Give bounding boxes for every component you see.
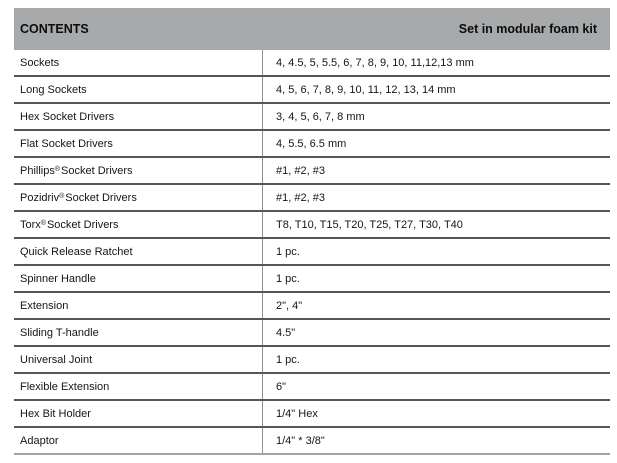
item-spec-cell: 3, 4, 5, 6, 7, 8 mm <box>262 104 610 129</box>
item-name-cell <box>14 239 262 264</box>
table-row <box>14 320 610 347</box>
item-name-suffix: Socket Drivers <box>65 191 137 204</box>
item-name-cell <box>14 50 262 75</box>
item-name-text: Flat Socket Drivers <box>20 137 113 150</box>
item-name-text: Sockets <box>20 56 60 69</box>
item-spec-cell: #1, #2, #3 <box>262 185 610 210</box>
item-spec-cell: 4.5" <box>262 320 610 345</box>
table-row <box>14 293 610 320</box>
item-name-cell <box>14 374 262 399</box>
item-spec-cell: 1 pc. <box>262 239 610 264</box>
item-spec-cell: 1/4" Hex <box>262 401 610 426</box>
item-name-text: Extension <box>20 299 69 312</box>
table-row <box>14 77 610 104</box>
table-row <box>14 131 610 158</box>
table-row <box>14 374 610 401</box>
table-row <box>14 401 610 428</box>
table-header <box>14 8 610 50</box>
item-name-text: Quick Release Ratchet <box>20 245 133 258</box>
table-row <box>14 104 610 131</box>
item-name-text: Spinner Handle <box>20 272 96 285</box>
contents-table <box>14 8 610 455</box>
item-name-text: Phillips <box>20 164 55 177</box>
table-row <box>14 50 610 77</box>
table-subtitle: Set in modular foam kit <box>458 22 597 36</box>
item-name-cell: Phillips ® Socket Drivers <box>20 164 133 177</box>
item-name-text: Torx <box>20 218 41 231</box>
item-name-text: Long Sockets <box>20 83 87 96</box>
item-name-cell <box>14 401 262 426</box>
item-spec-cell: 4, 4.5, 5, 5.5, 6, 7, 8, 9, 10, 11,12,13 mm <box>262 50 610 75</box>
item-name-text: Flexible Extension <box>20 380 110 393</box>
item-name-text: Hex Bit Holder <box>20 407 91 420</box>
item-spec-cell: 4, 5, 6, 7, 8, 9, 10, 11, 12, 13, 14 mm <box>262 77 610 102</box>
table-row <box>14 212 610 239</box>
item-spec-cell: 1 pc. <box>262 266 610 291</box>
item-name-text: Hex Socket Drivers <box>20 110 115 123</box>
item-spec-cell: 2", 4" <box>262 293 610 318</box>
item-name-cell <box>14 131 262 156</box>
table-row <box>14 158 610 185</box>
table-row <box>14 347 610 374</box>
item-spec-cell: T8, T10, T15, T20, T25, T27, T30, T40 <box>262 212 610 237</box>
item-name-suffix: Socket Drivers <box>61 164 133 177</box>
item-spec-cell: 6" <box>262 374 610 399</box>
item-name-cell: Torx ® Socket Drivers <box>20 218 119 231</box>
item-name-cell <box>14 77 262 102</box>
item-name-text: Universal Joint <box>20 353 93 366</box>
item-spec-cell: 4, 5.5, 6.5 mm <box>262 131 610 156</box>
item-spec-cell: 1/4" * 3/8" <box>262 428 610 453</box>
table-row <box>14 266 610 293</box>
item-spec-cell: #1, #2, #3 <box>262 158 610 183</box>
table-row <box>14 428 610 455</box>
item-name-cell <box>14 104 262 129</box>
item-name-cell: Pozidriv ® Socket Drivers <box>20 191 137 204</box>
item-spec-cell: 1 pc. <box>262 347 610 372</box>
item-name-cell <box>14 293 262 318</box>
item-name-cell <box>14 320 262 345</box>
item-name-cell <box>14 347 262 372</box>
item-name-cell <box>14 266 262 291</box>
table-row <box>14 185 610 212</box>
item-name-text: Sliding T-handle <box>20 326 99 339</box>
item-name-text: Pozidriv <box>20 191 60 204</box>
table-row <box>14 239 610 266</box>
item-name-suffix: Socket Drivers <box>46 218 119 231</box>
table-title: CONTENTS <box>20 22 89 36</box>
item-name-text: Adaptor <box>20 434 59 447</box>
item-name-cell <box>14 428 262 453</box>
